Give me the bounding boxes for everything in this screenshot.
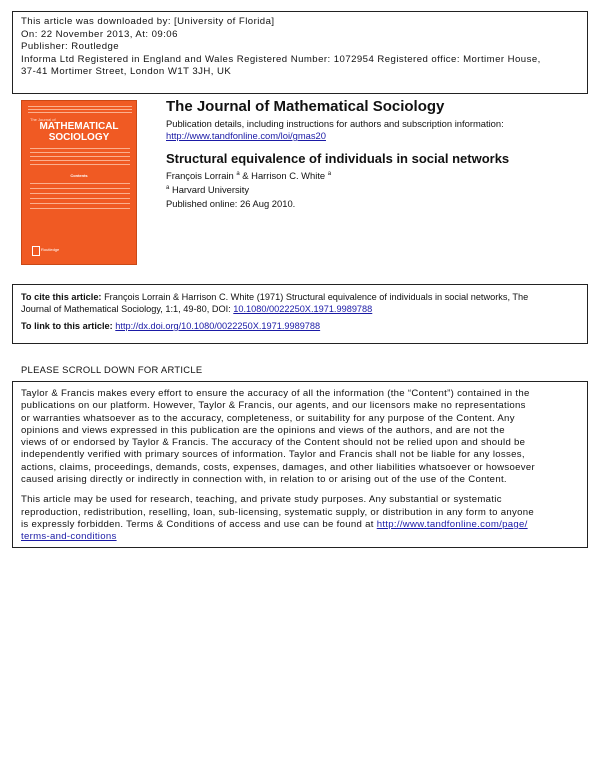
download-info-line: This article was downloaded by: [University of Florida] (21, 16, 275, 27)
download-info-line: 37-41 Mortimer Street, London W1T 3JH, UK (21, 66, 232, 78)
doi-link[interactable]: 10.1080/0022250X.1971.9989788 (233, 304, 373, 315)
disclaimer-line: or warranties whatsoever as to the accuracy, completeness, or suitability for any purpose of the Content. Any (21, 412, 515, 424)
citation-line-2 (21, 303, 579, 315)
terms-link-part1[interactable]: http://www.tandfonline.com/page/ (376, 518, 528, 530)
disclaimer-line: Taylor & Francis makes every effort to ensure the accuracy of all the information (the “Content”) contained in the (21, 388, 530, 399)
terms-line (21, 519, 579, 531)
author-1: François Lorrain (166, 170, 234, 181)
publication-details: Publication details, including instructions for authors and subscription information: (166, 118, 504, 129)
download-info-line: Informa Ltd Registered in England and Wales Registered Number: 1072954 Registered office: Mortimer House, (21, 53, 541, 65)
link-label: To link to this article: (21, 320, 113, 331)
cite-label: To cite this article: (21, 292, 102, 302)
cover-publisher: Routledge (41, 247, 60, 252)
article-link[interactable]: http://dx.doi.org/10.1080/0022250X.1971.9989788 (115, 320, 321, 331)
cover-title-line2: SOCIOLOGY (48, 132, 110, 143)
disclaimer-box (12, 381, 588, 548)
cover-title (22, 121, 136, 143)
download-info-line: Publisher: Routledge (21, 41, 120, 53)
disclaimer-line: actions, claims, proceedings, demands, costs, expenses, damages, and other liabilities whatsoever or howsoever (21, 461, 536, 473)
cover-editor-lines (30, 148, 130, 168)
disclaimer-line: views of or endorsed by Taylor & Francis. The accuracy of the Content should not be relied upon and should be (21, 437, 526, 449)
citation-box (12, 284, 588, 344)
terms-link-part2[interactable]: terms-and-conditions (21, 531, 117, 543)
affiliation-text: Harvard University (171, 184, 250, 195)
download-info-box (12, 11, 588, 94)
routledge-logo-icon (32, 246, 40, 256)
citation-line-1 (21, 291, 579, 303)
link-to-article-line (21, 320, 579, 332)
affiliation (166, 184, 249, 195)
cover-toc-lines (30, 183, 130, 213)
scroll-down-notice: PLEASE SCROLL DOWN FOR ARTICLE (21, 364, 203, 375)
journal-link[interactable] (166, 130, 326, 141)
cover-header-rules (28, 106, 132, 116)
download-info-line: On: 22 November 2013, At: 09:06 (21, 28, 178, 40)
terms-text: is expressly forbidden. Terms & Conditions of access and use can be found at (21, 518, 374, 530)
journal-link-text[interactable]: http://www.tandfonline.com/loi/gmas20 (166, 130, 326, 141)
terms-line (21, 531, 579, 543)
journal-title: The Journal of Mathematical Sociology (166, 98, 445, 115)
author-2-affil-mark: a (327, 170, 332, 177)
terms-line: This article may be used for research, teaching, and private study purposes. Any substantial or systematic (21, 494, 502, 506)
cover-small-label: The Journal of (30, 117, 56, 122)
affiliation-mark: a (166, 184, 170, 191)
published-date: Published online: 26 Aug 2010. (166, 198, 296, 209)
author-2: Harrison C. White (251, 170, 326, 181)
disclaimer-line: caused arising directly or indirectly in connection with, in relation to or arising out of the use of the Content. (21, 474, 507, 486)
journal-cover-image (21, 100, 137, 265)
article-title: Structural equivalence of individuals in social networks (166, 151, 510, 166)
author-1-affil-mark: a (236, 170, 240, 177)
disclaimer-line: opinions and views expressed in this publication are the opinions and views of the authors, and are not the (21, 424, 505, 436)
authors: François Lorrain $^a$ & Harrison C. White $^a$ (166, 170, 332, 181)
cite-text-2: Journal of Mathematical Sociology, 1:1, 49-80, DOI: (21, 304, 231, 315)
disclaimer-line: publications on our platform. However, Taylor & Francis, our agents, and our licensors make no representations (21, 400, 526, 412)
cover-contents-label: Contents (70, 173, 88, 178)
disclaimer-line: independently verified with primary sources of information. Taylor and Francis shall not be liable for any losses, (21, 449, 525, 461)
cite-text-1: François Lorrain & Harrison C. White (1971) Structural equivalence of individuals in social networks, The (104, 292, 529, 302)
cover-title-line1: MATHEMATICAL (39, 121, 119, 132)
terms-line: reproduction, redistribution, reselling, loan, sub-licensing, systematic supply, or distribution in any form to anyone (21, 506, 535, 518)
